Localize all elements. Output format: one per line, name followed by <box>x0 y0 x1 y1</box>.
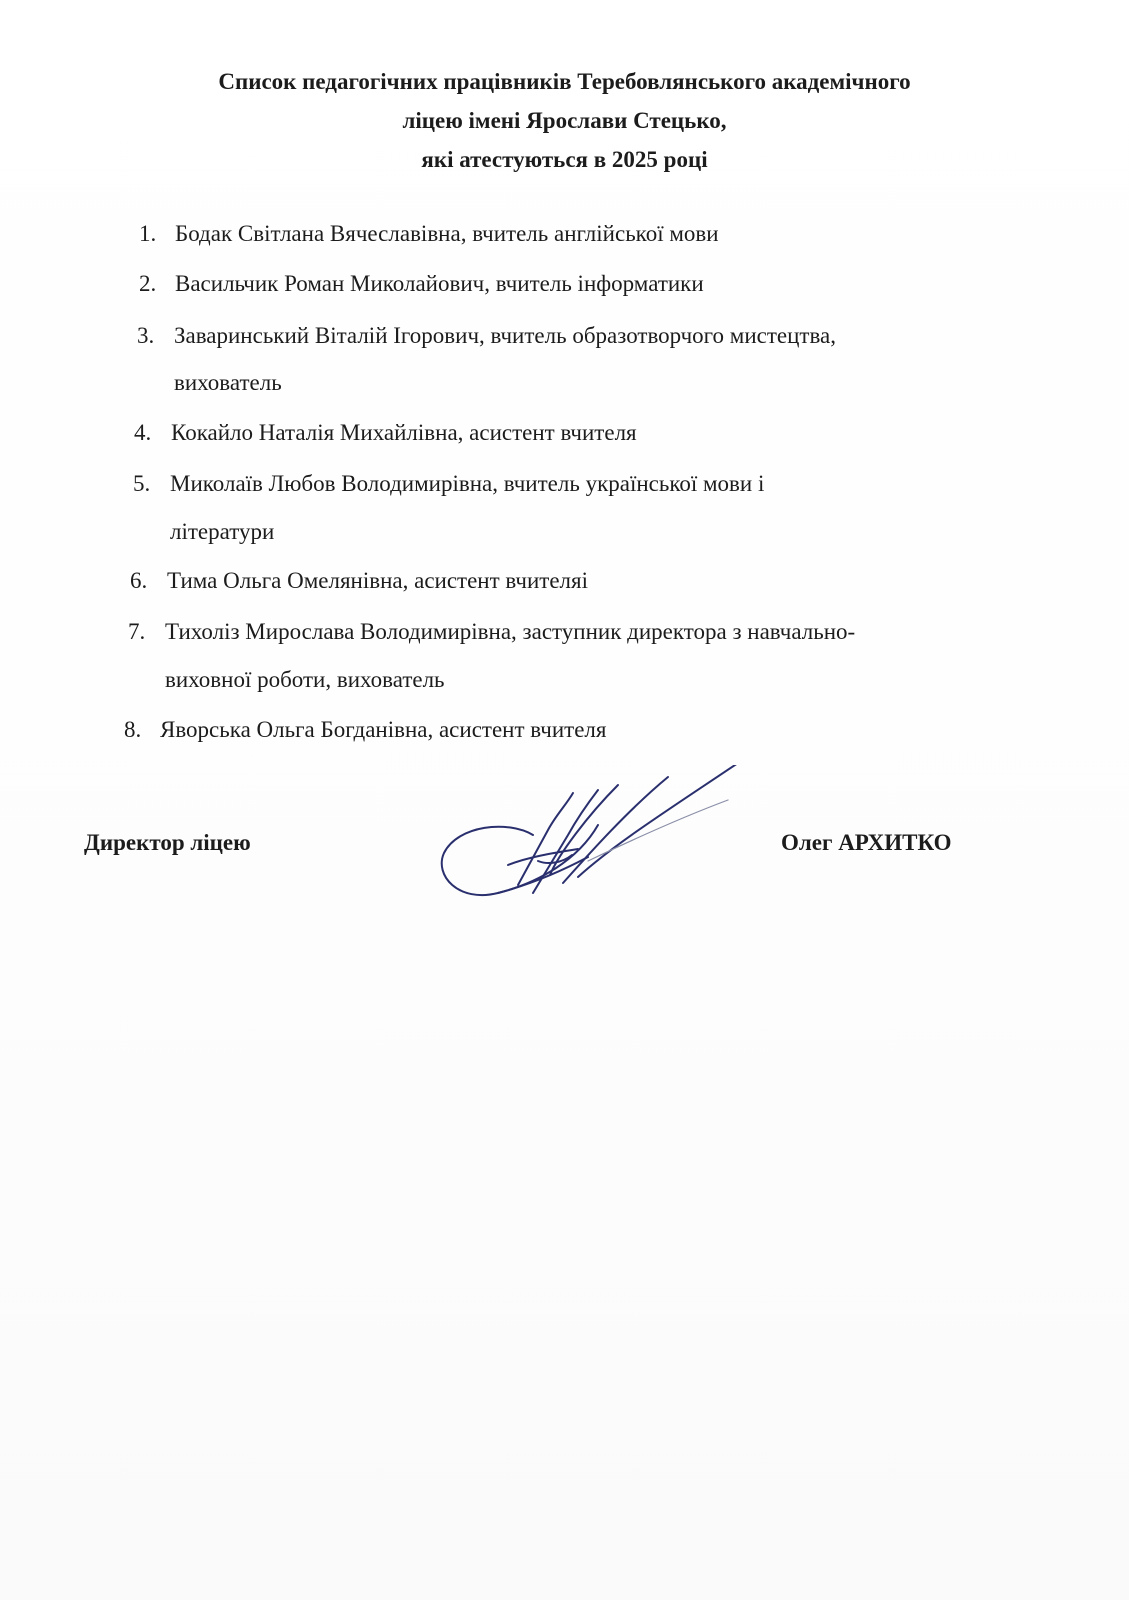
item-text: Васильчик Роман Миколайович, вчитель інформатики <box>175 271 704 296</box>
item-text: Бодак Світлана Вячеславівна, вчитель англійської мови <box>175 221 719 246</box>
item-text: Тихоліз Мирослава Володимирівна, заступник директора з навчально- <box>165 619 856 644</box>
item-number: 3. <box>137 323 155 348</box>
signatory-role: Директор ліцею <box>84 830 251 855</box>
title-line-3: які атестуються в 2025 році <box>421 147 708 172</box>
item-text-continuation: літератури <box>170 519 275 544</box>
item-text: Заваринський Віталій Ігорович, вчитель образотворчого мистецтва, <box>174 323 836 348</box>
signatory-name: Олег АРХИТКО <box>781 830 952 855</box>
item-text: Кокайло Наталія Михайлівна, асистент вчителя <box>171 420 637 445</box>
item-number: 6. <box>130 568 148 593</box>
item-text-continuation: вихователь <box>174 370 282 395</box>
item-text: Яворська Ольга Богданівна, асистент вчителя <box>160 717 607 742</box>
item-number: 4. <box>134 420 152 445</box>
signature-image <box>438 765 758 925</box>
item-number: 7. <box>128 619 146 644</box>
item-text: Миколаїв Любов Володимирівна, вчитель української мови і <box>170 471 765 496</box>
item-text-continuation: виховної роботи, вихователь <box>165 667 445 692</box>
title-line-2: ліцею імені Ярослави Стецько, <box>402 108 727 133</box>
item-number: 8. <box>124 717 142 742</box>
item-number: 1. <box>139 221 157 246</box>
title-line-1: Список педагогічних працівників Теребовлянського академічного <box>218 69 911 94</box>
item-number: 5. <box>133 471 151 496</box>
item-number: 2. <box>139 271 157 296</box>
document-title <box>0 62 1129 179</box>
item-text: Тима Ольга Омелянівна, асистент вчителяі <box>167 568 588 593</box>
